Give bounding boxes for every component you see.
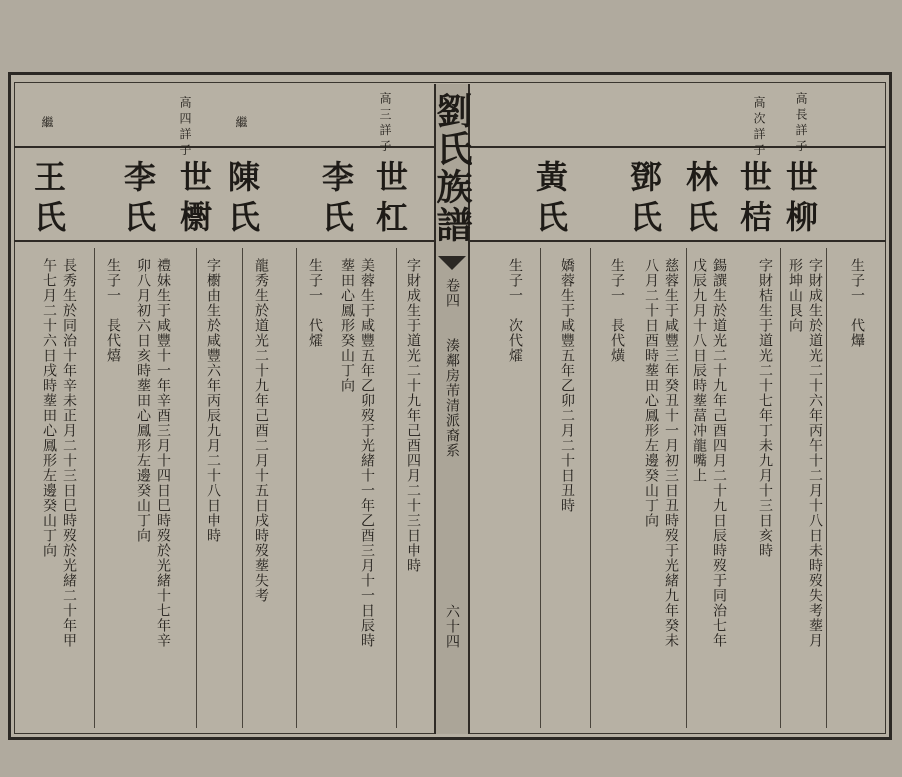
header-rule-right (470, 146, 886, 148)
entry-text: 卯八月初六日亥時塟田心鳳形左邊癸山丁向 (135, 258, 151, 543)
page-number: 六十四 (444, 604, 460, 649)
header-rule-left (14, 146, 434, 148)
name-huang-shi: 黃氏 (531, 160, 569, 240)
fishtail-mark (438, 256, 466, 270)
gen-header-2: 高 次 詳 子 (752, 96, 766, 156)
book-title: 劉氏族譜 (431, 92, 473, 244)
gen-header-1: 高 長 詳 子 (794, 92, 808, 152)
entry-text: 生子一 長代熿 (609, 258, 625, 363)
entry-text: 生子一 次代㸌 (507, 258, 523, 363)
name-rule-right (470, 240, 886, 242)
entry-text: 嬌蓉生于咸豐五年乙卯二月二十日丑時 (559, 258, 575, 513)
name-li-shi-1: 李氏 (317, 160, 355, 240)
col-divider (396, 248, 397, 728)
entry-text: 鍚譔生於道光二十九年己酉四月二十九日辰時歿于同治七年 (711, 258, 727, 648)
entry-text: 午七月二十六日戌時塟田心鳳形左邊癸山丁向 (41, 258, 57, 558)
col-divider (686, 248, 687, 728)
adoption-mark-1: 繼 (234, 116, 248, 128)
entry-text: 字財桔生于道光二十七年丁未九月十三日亥時 (757, 258, 773, 558)
entry-text: 八月二十日酉時塟田心鳳形左邊癸山丁向 (643, 258, 659, 528)
name-shi-liu: 世柳 (781, 160, 819, 240)
name-rule-left (14, 240, 434, 242)
name-wang-shi: 王氏 (29, 160, 67, 240)
adoption-mark-2: 繼 (40, 116, 54, 128)
entry-text: 慈蓉生于咸豐三年癸丑十一月初三日丑時歿于光緒九年癸未 (663, 258, 679, 648)
name-deng-shi: 鄧氏 (625, 160, 663, 240)
entry-text: 塟田心鳳形癸山丁向 (339, 258, 355, 393)
col-divider (826, 248, 827, 728)
entry-text: 形坤山艮向 (787, 258, 803, 333)
entry-text: 美蓉生于咸豐五年乙卯歿于光緒十一年乙酉三月十一日辰時 (359, 258, 375, 648)
entry-text: 字㯹由生於咸豐六年丙辰九月二十八日申時 (205, 258, 221, 543)
name-chen-shi: 陳氏 (223, 160, 261, 240)
entry-text: 生子一 長代熺 (105, 258, 121, 363)
entry-text: 生子一 代爗 (849, 258, 865, 348)
volume-label: 卷四 (444, 278, 460, 308)
col-divider (242, 248, 243, 728)
col-divider (540, 248, 541, 728)
name-li-shi-2: 李氏 (119, 160, 157, 240)
col-divider (196, 248, 197, 728)
entry-text: 字財成生於道光二十六年丙午十二月十八日未時歿失考塟月 (807, 258, 823, 648)
gen-header-4: 高 四 詳 子 (178, 96, 192, 156)
col-divider (94, 248, 95, 728)
entry-text: 戊辰九月十八日辰時塟葍冲龍嘴上 (691, 258, 707, 483)
entry-text: 字財成生于道光二十九年己酉四月二十三日申時 (405, 258, 421, 573)
entry-text: 生子一 代㸌 (307, 258, 323, 348)
name-lin-shi: 林氏 (681, 160, 719, 240)
col-divider (590, 248, 591, 728)
branch-label: 湊鄰房芾清派裔系 (444, 338, 460, 458)
entry-text: 龍秀生於道光二十九年己酉二月十五日戌時歿塟失考 (253, 258, 269, 603)
col-divider (296, 248, 297, 728)
name-shi-lu: 世㯹 (175, 160, 213, 240)
name-shi-jie: 世桔 (735, 160, 773, 240)
entry-text: 長秀生於同治十年辛未正月二十三日巳時歿於光緒二十年甲 (61, 258, 77, 648)
col-divider (780, 248, 781, 728)
entry-text: 禮妹生于咸豐十一年辛酉三月十四日巳時歿於光緒十七年辛 (155, 258, 171, 648)
gen-header-3: 高 三 詳 子 (378, 92, 392, 152)
name-shi-gang: 世杠 (371, 160, 409, 240)
